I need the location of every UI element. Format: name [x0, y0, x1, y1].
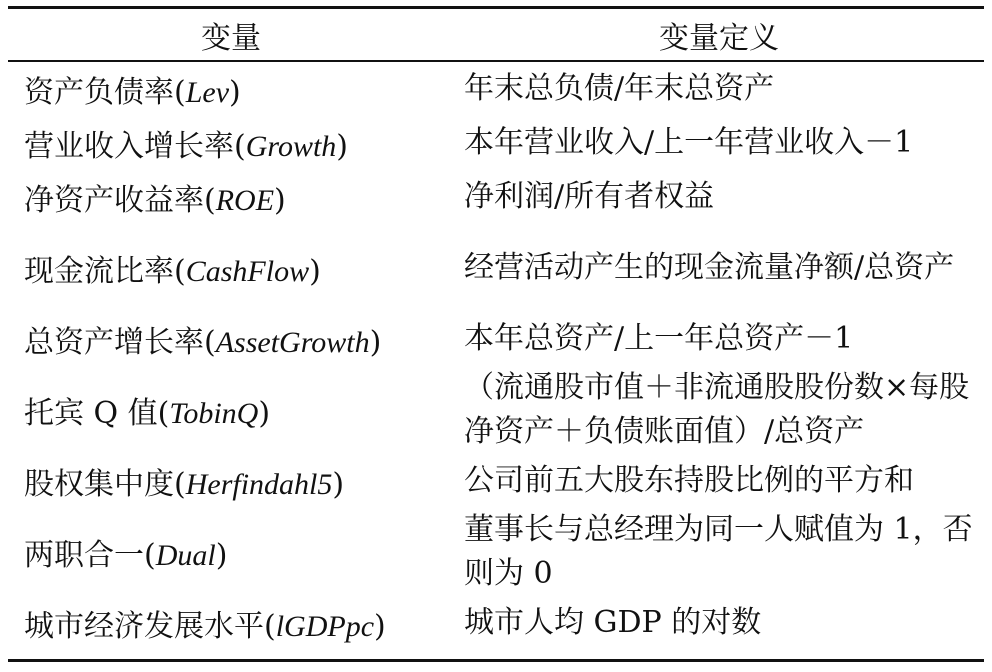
variable-definition-table — [8, 6, 984, 662]
definition-cell: 净利润/所有者权益 — [464, 179, 715, 214]
variable-abbr: Dual — [155, 539, 216, 572]
definition-cell: 年末总负债/年末总资产 — [464, 71, 775, 106]
table-row — [8, 596, 984, 650]
table-row — [8, 508, 984, 596]
variable-cell: 现金流比率(CashFlow) — [24, 254, 321, 289]
variable-abbr: lGDPpc — [275, 610, 375, 643]
definition-cell: （流通股市值＋非流通股股份数×每股净资产＋负债账面值）/总资产 — [464, 370, 970, 449]
definition-cell: 董事长与总经理为同一人赋值为 1，否则为 0 — [464, 512, 973, 591]
variable-cell: 股权集中度(Herfindahl5) — [24, 467, 345, 502]
variable-cell: 营业收入增长率(Growth) — [24, 129, 349, 164]
variable-name: 资产负债率 — [24, 75, 174, 110]
table-row — [8, 224, 984, 312]
variable-name: 股权集中度 — [24, 467, 174, 502]
table-row — [8, 312, 984, 366]
variable-abbr: Growth — [245, 130, 337, 163]
variable-name: 托宾 Q 值 — [24, 396, 158, 431]
table-row — [8, 62, 984, 116]
variable-abbr: ROE — [215, 184, 275, 217]
variable-name: 现金流比率 — [24, 254, 174, 289]
variable-abbr: TobinQ — [169, 397, 259, 430]
variable-cell: 城市经济发展水平(lGDPpc) — [24, 609, 386, 644]
variable-name: 净资产收益率 — [24, 183, 204, 218]
definition-cell: 经营活动产生的现金流量净额/总资产 — [464, 250, 955, 285]
definition-cell: 公司前五大股东持股比例的平方和 — [464, 463, 914, 498]
variable-abbr: Lev — [185, 76, 230, 109]
variable-name: 营业收入增长率 — [24, 129, 234, 164]
table-row — [8, 170, 984, 224]
variable-name: 城市经济发展水平 — [24, 609, 264, 644]
variable-cell: 总资产增长率(AssetGrowth) — [24, 325, 382, 360]
variable-abbr: CashFlow — [185, 255, 310, 288]
table-row — [8, 116, 984, 170]
definition-cell: 本年营业收入/上一年营业收入－1 — [464, 125, 914, 160]
variable-cell: 两职合一(Dual) — [24, 538, 228, 573]
table-row — [8, 366, 984, 454]
definition-cell: 城市人均 GDP 的对数 — [464, 605, 762, 640]
table-row — [8, 454, 984, 508]
variable-cell: 净资产收益率(ROE) — [24, 183, 286, 218]
variable-cell: 托宾 Q 值(TobinQ) — [24, 396, 271, 431]
variable-cell: 资产负债率(Lev) — [24, 75, 241, 110]
header-definition: 变量定义 — [659, 20, 779, 56]
definition-cell: 本年总资产/上一年总资产－1 — [464, 321, 854, 356]
variable-abbr: Herfindahl5 — [185, 468, 333, 501]
header-variable: 变量 — [201, 20, 261, 56]
table-header-row — [8, 9, 984, 62]
variable-name: 总资产增长率 — [24, 325, 204, 360]
variable-name: 两职合一 — [24, 538, 144, 573]
variable-abbr: AssetGrowth — [215, 326, 370, 359]
